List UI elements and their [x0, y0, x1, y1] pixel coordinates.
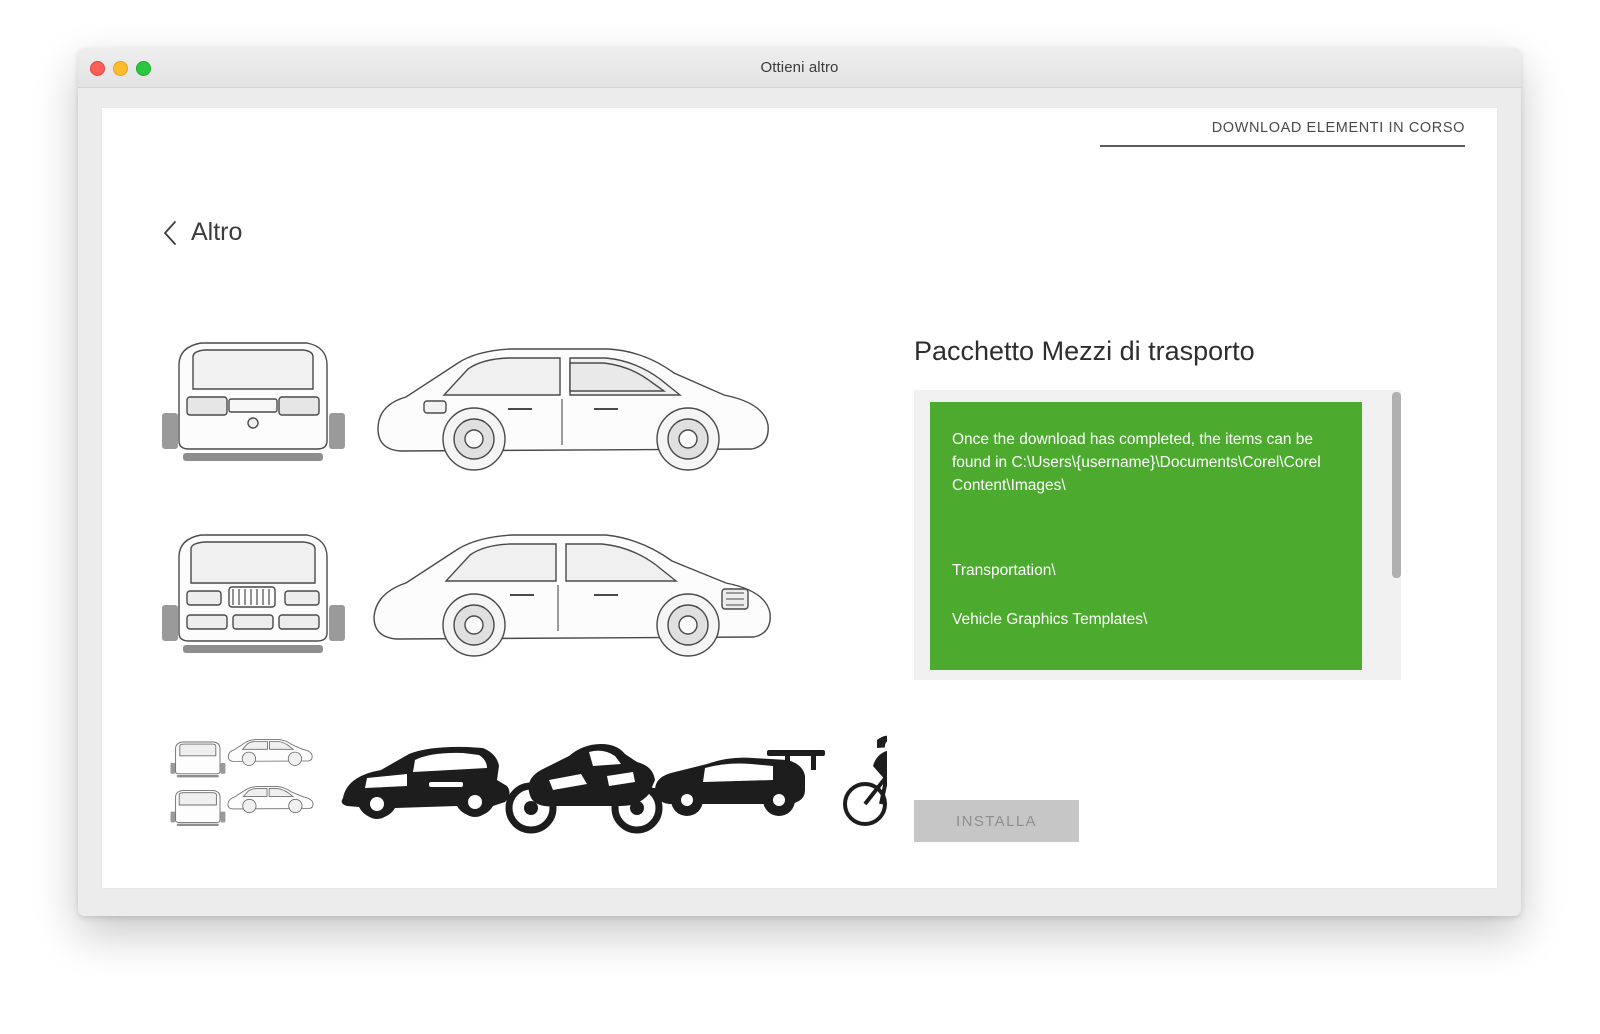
note-line-1: Once the download has completed, the items can be found in C:\Users\{username}\Documents\Corel\Corel Content\Images\ [952, 431, 1321, 494]
preview-thumbnail-strip[interactable] [157, 728, 887, 838]
package-title: Pacchetto Mezzi di trasporto [914, 336, 1255, 366]
car-front-outline [162, 535, 345, 653]
car-side-outline [378, 349, 768, 470]
back-label: Altro [191, 218, 243, 246]
preview-artwork [157, 323, 887, 703]
chevron-left-icon [162, 220, 178, 246]
motorcycle-thumb [509, 744, 659, 830]
package-preview [157, 323, 887, 703]
window-title: Ottieni altro [760, 59, 839, 76]
car-rear-outline [162, 343, 345, 461]
note-line-3: Vehicle Graphics Templates\ [952, 611, 1148, 628]
window-titlebar [78, 48, 1521, 88]
muscle-car-thumb [342, 747, 510, 819]
vehicle-templates-thumb [171, 739, 314, 826]
car-side-outline-2 [374, 535, 770, 656]
tab-download-in-progress[interactable] [1100, 120, 1465, 147]
back-button[interactable] [162, 218, 242, 247]
thumbnails-artwork [157, 728, 887, 838]
tab-label: DOWNLOAD ELEMENTI IN CORSO [1211, 120, 1465, 136]
note-scrollbar-thumb[interactable] [1392, 392, 1401, 578]
race-car-thumb [647, 750, 825, 816]
tab-active-underline [1100, 145, 1465, 147]
note-scrollbar-track[interactable] [1392, 390, 1401, 680]
cyclist-thumb [845, 735, 887, 824]
download-note-content [930, 402, 1362, 670]
app-window [78, 48, 1521, 916]
note-line-2: Transportation\ [952, 562, 1056, 579]
download-note-box [914, 390, 1401, 680]
install-button[interactable]: INSTALLA [914, 800, 1079, 842]
content-panel [102, 108, 1497, 888]
